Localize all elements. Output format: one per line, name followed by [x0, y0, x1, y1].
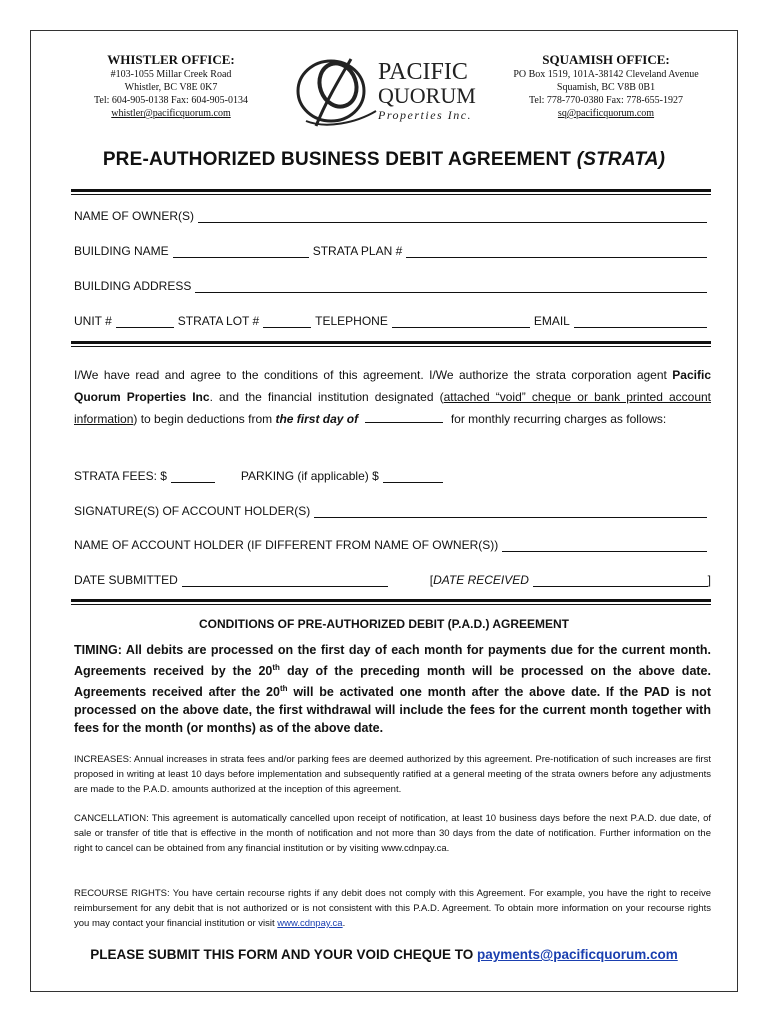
- owner-label: NAME OF OWNER(S): [74, 209, 194, 223]
- attached-cheque-text: attached “void” cheque or bank printed account information: [74, 390, 712, 426]
- first-day-input[interactable]: [365, 412, 443, 423]
- whistler-office-block: [76, 53, 266, 120]
- unit-row: [74, 314, 711, 328]
- squamish-address2: Squamish, BC V8B 0B1: [556, 82, 656, 93]
- title-italic: (STRATA): [576, 149, 666, 170]
- whistler-phone: Tel: 604-905-0138 Fax: 604-905-0134: [93, 95, 248, 106]
- owner-row: [74, 209, 711, 223]
- signature-input[interactable]: [314, 506, 707, 518]
- increases-paragraph: INCREASES: Annual increases in strata fees and/or parking fees are deemed authorized by this agreement. Pre-notification of such increases are first proposed in writing at least 10 days before implementation and subsequently ratified at a general meeting of the strata owners before any adjustments are made to the P.A.D. amounts authorized at the inception of this agreement.: [74, 754, 711, 795]
- telephone-input[interactable]: [392, 316, 530, 328]
- pq-monogram-icon: [286, 51, 486, 131]
- conditions-heading: CONDITIONS OF PRE-AUTHORIZED DEBIT (P.A.D.) AGREEMENT: [198, 617, 569, 631]
- building-name-input[interactable]: [173, 246, 309, 258]
- first-day-label: the first day of: [275, 412, 359, 426]
- logo-properties: Properties Inc.: [378, 108, 473, 122]
- whistler-address2: Whistler, BC V8E 0K7: [124, 82, 218, 93]
- title-main: PRE-AUTHORIZED BUSINESS DEBIT AGREEMENT: [102, 149, 577, 170]
- telephone-label: TELEPHONE: [315, 314, 388, 328]
- address-row: [74, 279, 711, 293]
- squamish-phone: Tel: 778-770-0380 Fax: 778-655-1927: [528, 95, 683, 106]
- submit-instruction: PLEASE SUBMIT THIS FORM AND YOUR VOID CHEQUE TO payments@pacificquorum.com: [90, 947, 678, 962]
- whistler-address1: #103-1055 Millar Creek Road: [110, 69, 232, 80]
- account-holder-label: NAME OF ACCOUNT HOLDER (IF DIFFERENT FROM NAME OF OWNER(S)): [74, 538, 499, 552]
- account-holder-input[interactable]: [502, 540, 707, 552]
- cancellation-paragraph: CANCELLATION: This agreement is automatically cancelled upon receipt of notification, at least 10 business days before the next P.A.D. due date, of sale or transfer of title that is effective in the month of notification and not more than 30 days from the date of notification. Further information on the right to cancel can be obtained from any financial institution or by visiting www.cdnpay.ca.: [74, 813, 711, 854]
- unit-input[interactable]: [116, 316, 174, 328]
- date-submitted-label: DATE SUBMITTED: [74, 573, 178, 587]
- signature-label: SIGNATURE(S) OF ACCOUNT HOLDER(S): [74, 504, 311, 518]
- fields-divider: [71, 341, 711, 347]
- fees-row: [74, 469, 711, 483]
- email-label: EMAIL: [533, 314, 570, 328]
- agreement-paragraph: I/We have read and agree to the conditions of this agreement. I/We authorize the strata corporation agent Pacific Quorum Properties Inc. and the financial institution designated (attached “void” cheque or bank printed account information) to begin deductions from the first day of for monthly recurring charges as follows:: [74, 368, 712, 426]
- squamish-heading: SQUAMISH OFFICE:: [542, 52, 670, 67]
- strata-lot-input[interactable]: [263, 316, 311, 328]
- form-title: [31, 149, 737, 171]
- whistler-heading: WHISTLER OFFICE:: [107, 52, 235, 67]
- squamish-email[interactable]: sq@pacificquorum.com: [557, 108, 655, 119]
- building-address-label: BUILDING ADDRESS: [74, 279, 192, 293]
- email-input[interactable]: [574, 316, 707, 328]
- cdnpay-link[interactable]: www.cdnpay.ca: [277, 918, 343, 929]
- timing-paragraph: TIMING: All debits are processed on the first day of each month for payments due for the current month. Agreements received by the 20th day of the preceding month will be processed on the above date. Agreements received after the 20th will be activated one month after the above date. If the PAD is not processed on the above date, the first withdrawal will include the fees for the current month together with fees for the month (or months) as of the above date.: [74, 643, 711, 736]
- payments-email-link[interactable]: payments@pacificquorum.com: [477, 947, 678, 962]
- parking-input[interactable]: [383, 471, 443, 483]
- logo-quorum: QUORUM: [378, 83, 476, 108]
- building-name-label: BUILDING NAME: [74, 244, 169, 258]
- account-holder-row: [74, 538, 711, 552]
- date-submitted-input[interactable]: [182, 575, 388, 587]
- logo-pacific: PACIFIC: [378, 59, 468, 85]
- strata-lot-label: STRATA LOT #: [177, 314, 260, 328]
- date-row: DATE SUBMITTED [DATE RECEIVED ]: [74, 573, 711, 587]
- building-address-input[interactable]: [195, 281, 707, 293]
- owner-input[interactable]: [198, 211, 707, 223]
- strata-fees-label: STRATA FEES: $: [74, 469, 167, 483]
- strata-plan-input[interactable]: [406, 246, 707, 258]
- date-received-label: DATE RECEIVED: [433, 573, 529, 587]
- signature-row: [74, 504, 711, 518]
- date-divider: [71, 599, 711, 605]
- title-divider: [71, 189, 711, 195]
- strata-plan-label: STRATA PLAN #: [312, 244, 403, 258]
- company-name: Pacific Quorum Properties Inc: [74, 368, 711, 404]
- building-row: [74, 244, 711, 258]
- company-logo: [286, 51, 486, 131]
- squamish-address1: PO Box 1519, 101A-38142 Cleveland Avenue: [513, 69, 699, 80]
- date-received-input[interactable]: [533, 575, 708, 587]
- squamish-office-block: [496, 53, 716, 120]
- strata-fees-input[interactable]: [171, 471, 215, 483]
- timing-label: TIMING:: [74, 643, 122, 657]
- whistler-email[interactable]: whistler@pacificquorum.com: [111, 108, 231, 119]
- unit-label: UNIT #: [74, 314, 112, 328]
- recourse-paragraph: RECOURSE RIGHTS: You have certain recourse rights if any debit does not comply with this Agreement. For example, you have the right to receive reimbursement for any debit that is not authorized or is not consistent with this P.A.D. Agreement. To obtain more information on your recourse rights you may contact your financial institution or visit www.cdnpay.ca.: [74, 888, 711, 929]
- parking-label: PARKING (if applicable) $: [240, 469, 379, 483]
- form-page: [30, 30, 738, 992]
